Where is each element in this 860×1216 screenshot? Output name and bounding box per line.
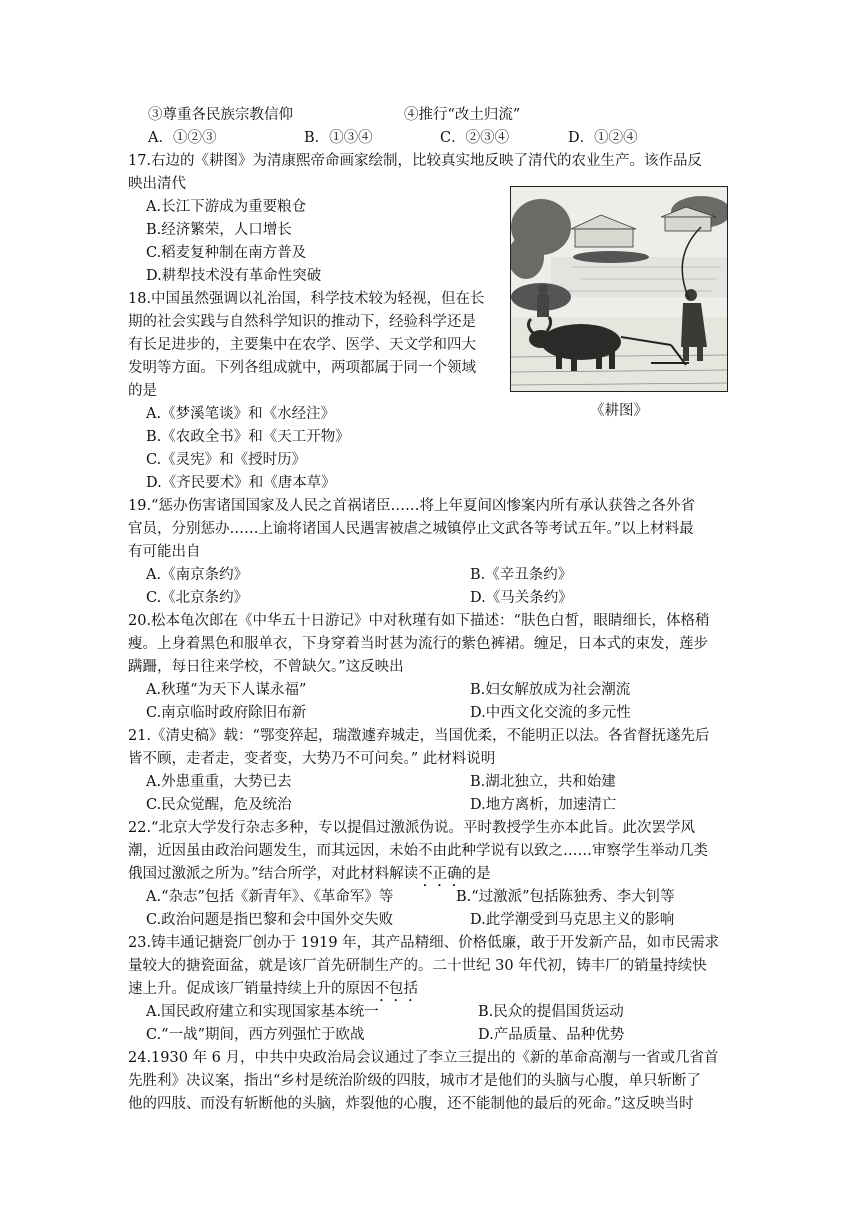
q22-stem-line1: 22.“北京大学发行杂志多种，专以提倡过激派伪说。平时教授学生亦本此旨。此次罢学风 bbox=[128, 820, 695, 836]
q17-stem-line2: 映出清代 bbox=[128, 176, 186, 192]
q22-option-a: A.“杂志”包括《新青年》、《革命军》等 bbox=[146, 889, 394, 905]
q16-option-a: A．①②③ bbox=[148, 130, 217, 146]
q21-option-c: C.民众觉醒，危及统治 bbox=[146, 797, 292, 813]
q22-emphasis: 不正确 bbox=[418, 866, 462, 882]
q19-stem-line2: 官员，分别惩办……上谕将诸国人民遇害被虐之城镇停止文武各等考试五年。”以上材料最 bbox=[128, 521, 694, 537]
q18-option-a: A.《梦溪笔谈》和《水经注》 bbox=[146, 406, 336, 422]
q23-option-a: A.国民政府建立和实现国家基本统一 bbox=[146, 1004, 379, 1020]
q24-stem-line2: 先胜利》决议案，指出“乡村是统治阶级的四肢，城市才是他们的头脑与心腹，单只斩断了 bbox=[128, 1073, 701, 1089]
q16-option-d: D．①②④ bbox=[568, 130, 638, 146]
q20-option-c: C.南京临时政府除旧布新 bbox=[146, 705, 307, 721]
q23-stem-line2: 量较大的搪瓷面盆，就是该厂首先研制生产的。二十世纪 30 年代初，铸丰厂的销量持续快 bbox=[128, 958, 707, 974]
q16-option-c: C．②③④ bbox=[440, 130, 510, 146]
q24-stem-line1: 24.1930 年 6 月，中共中央政治局会议通过了李立三提出的《新的革命高潮与一省或几省首 bbox=[128, 1050, 719, 1066]
q23-stem-line1: 23.铸丰通记搪瓷厂创办于 1919 年，其产品精细、价格低廉，敢于开发新产品，如市民需求 bbox=[128, 935, 720, 951]
q18-stem-line2: 期的社会实践与自然科学知识的推动下，经验科学还是 bbox=[128, 314, 476, 330]
q19-option-c: C.《北京条约》 bbox=[146, 590, 249, 606]
q19-stem-line3: 有可能出自 bbox=[128, 544, 201, 560]
q20-stem-line2: 瘦。上身着黑色和服单衣，下身穿着当时甚为流行的紫色裤裙。缠足，日本式的束发，莲步 bbox=[128, 636, 708, 652]
q18-option-d: D.《齐民要术》和《唐本草》 bbox=[146, 475, 336, 491]
q21-stem-line1: 21.《清史稿》载：“鄂变猝起，瑞澂遽弃城走，当国优柔，不能明正以法。各省督抚遂先后 bbox=[128, 728, 710, 744]
q23-emphasis: 不包括 bbox=[374, 981, 418, 997]
q20-stem-line3: 蹒跚，每日往来学校，不曾缺欠。”这反映出 bbox=[128, 659, 404, 675]
figure-caption: 《耕图》 bbox=[590, 403, 648, 419]
q18-stem-line1: 18.中国虽然强调以礼治国，科学技术较为轻视，但在长 bbox=[128, 291, 485, 307]
q16-item3: ③尊重各民族宗教信仰 bbox=[148, 107, 293, 123]
q19-option-a: A.《南京条约》 bbox=[146, 567, 249, 583]
q16-option-b: B．①③④ bbox=[304, 130, 373, 146]
q22-stem-pre: 俄国过激派之所为。”结合所学，对此材料解读 bbox=[128, 866, 419, 882]
q19-stem-line1: 19.“惩办伤害诸国国家及人民之首祸诸臣……将上年夏间凶惨案内所有承认获咎之各外省 bbox=[128, 498, 695, 514]
q17-option-c: C.稻麦复种制在南方普及 bbox=[146, 245, 307, 261]
q22-option-d: D.此学潮受到马克思主义的影响 bbox=[470, 912, 675, 928]
q17-option-b: B.经济繁荣，人口增长 bbox=[146, 222, 292, 238]
q21-option-b: B.湖北独立，共和始建 bbox=[470, 774, 616, 790]
q19-option-b: B.《辛丑条约》 bbox=[470, 567, 573, 583]
q17-option-a: A.长江下游成为重要粮仓 bbox=[146, 199, 307, 215]
q23-option-d: D.产品质量、品种优势 bbox=[478, 1027, 625, 1043]
q23-option-c: C.“一战”期间，西方列强忙于欧战 bbox=[146, 1027, 365, 1043]
q18-stem-line3: 有长足进步的，主要集中在农学、医学、天文学和四大 bbox=[128, 337, 476, 353]
plowing-painting bbox=[510, 186, 728, 392]
q17-option-d: D.耕犁技术没有革命性突破 bbox=[146, 268, 322, 284]
q18-stem-line4: 发明等方面。下列各组成就中，两项都属于同一个领域 bbox=[128, 360, 476, 376]
q23-option-b: B.民众的提倡国货运动 bbox=[478, 1004, 624, 1020]
q19-option-d: D.《马关条约》 bbox=[470, 590, 573, 606]
q20-option-a: A.秋瑾“为天下人谋永福” bbox=[146, 682, 307, 698]
q22-option-c: C.政治问题是指巴黎和会中国外交失败 bbox=[146, 912, 394, 928]
q23-stem-pre: 速上升。促成该厂销量持续上升的原因 bbox=[128, 981, 375, 997]
q20-option-d: D.中西文化交流的多元性 bbox=[470, 705, 631, 721]
q21-stem-line2: 皆不顾，走者走，变者变，大势乃不可问矣。” 此材料说明 bbox=[128, 751, 496, 767]
q20-option-b: B.妇女解放成为社会潮流 bbox=[470, 682, 631, 698]
q20-stem-line1: 20.松本龟次郎在《中华五十日游记》中对秋瑾有如下描述：“肤色白皙，眼睛细长，体格稍 bbox=[128, 613, 710, 629]
q21-option-a: A.外患重重，大势已去 bbox=[146, 774, 292, 790]
q22-stem-post: 的是 bbox=[461, 866, 491, 882]
q22-stem-line2: 潮，近因虽由政治问题发生，而其远因，未始不由此种学说有以致之……审察学生举动几类 bbox=[128, 843, 708, 859]
q24-stem-line3: 他的四肢、而没有斩断他的头脑，炸裂他的心腹，还不能制他的最后的死命。”这反映当时 bbox=[128, 1096, 694, 1112]
q16-item4: ④推行“改土归流” bbox=[404, 107, 521, 123]
q18-option-b: B.《农政全书》和《天工开物》 bbox=[146, 429, 350, 445]
q22-option-b: B.“过激派”包括陈独秀、李大钊等 bbox=[456, 889, 675, 905]
q18-option-c: C.《灵宪》和《授时历》 bbox=[146, 452, 307, 468]
q17-stem-line1: 17.右边的《耕图》为清康熙帝命画家绘制，比较真实地反映了清代的农业生产。该作品反 bbox=[128, 153, 703, 169]
q21-option-d: D.地方离析，加速清亡 bbox=[470, 797, 617, 813]
q18-stem-line5: 的是 bbox=[128, 383, 157, 399]
